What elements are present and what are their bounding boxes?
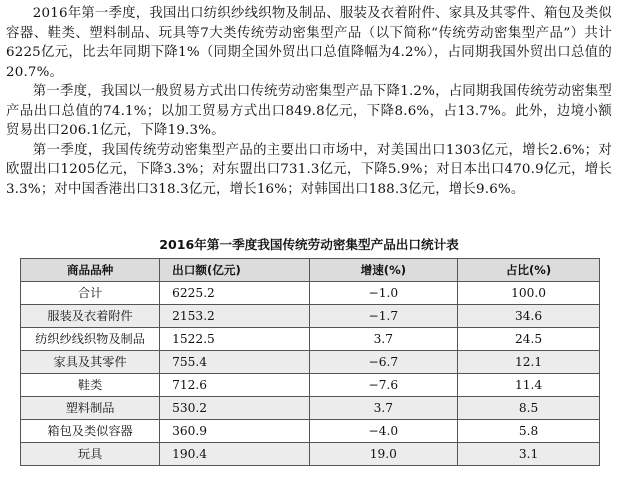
paragraph-1: 2016年第一季度，我国出口纺织纱线织物及制品、服装及衣着附件、家具及其零件、箱包及类似容器、鞋类、塑料制品、玩具等7大类传统劳动密集型产品（以下简称“传统劳动密集型产品”）共计6225亿元，比去年同期下降1%（同期全国外贸出口总值降幅为4.2%），占同期我国外贸出口总值的20.7%。	[6, 6, 612, 80]
cell-growth-rate: −6.7	[309, 351, 457, 374]
table-row	[21, 282, 600, 305]
table-title: 2016年第一季度我国传统劳动密集型产品出口统计表	[159, 237, 459, 252]
header-share: 占比(%)	[458, 259, 600, 282]
table-row	[21, 305, 600, 328]
cell-export-value: 190.4	[160, 443, 309, 466]
cell-export-value: 530.2	[160, 397, 309, 420]
export-statistics-table	[20, 258, 600, 466]
cell-commodity: 玩具	[21, 443, 160, 466]
cell-growth-rate: 3.7	[309, 328, 457, 351]
cell-share: 100.0	[458, 282, 600, 305]
cell-share: 3.1	[458, 443, 600, 466]
cell-export-value: 6225.2	[160, 282, 309, 305]
cell-commodity: 服装及衣着附件	[21, 305, 160, 328]
cell-growth-rate: 19.0	[309, 443, 457, 466]
table-header-row	[21, 259, 600, 282]
cell-commodity: 合计	[21, 282, 160, 305]
cell-commodity: 箱包及类似容器	[21, 420, 160, 443]
cell-export-value: 712.6	[160, 374, 309, 397]
table-row	[21, 351, 600, 374]
cell-export-value: 2153.2	[160, 305, 309, 328]
cell-growth-rate: −1.0	[309, 282, 457, 305]
cell-growth-rate: −7.6	[309, 374, 457, 397]
paragraph-3: 第一季度，我国传统劳动密集型产品的主要出口市场中，对美国出口1303亿元，增长2.6%；对欧盟出口1205亿元，下降3.3%；对东盟出口731.3亿元，下降5.9%；对日本出口470.9亿元，增长3.3%；对中国香港出口318.3亿元，增长16%；对韩国出口188.3亿元，增长9.6%。	[6, 142, 612, 197]
cell-growth-rate: −4.0	[309, 420, 457, 443]
cell-share: 34.6	[458, 305, 600, 328]
cell-export-value: 1522.5	[160, 328, 309, 351]
cell-share: 8.5	[458, 397, 600, 420]
cell-share: 24.5	[458, 328, 600, 351]
header-growth-rate: 增速(%)	[309, 259, 457, 282]
table-row	[21, 328, 600, 351]
table-row	[21, 397, 600, 420]
header-commodity: 商品品种	[21, 259, 160, 282]
cell-commodity: 纺织纱线织物及制品	[21, 328, 160, 351]
cell-growth-rate: −1.7	[309, 305, 457, 328]
cell-commodity: 鞋类	[21, 374, 160, 397]
cell-export-value: 360.9	[160, 420, 309, 443]
paragraph-2: 第一季度，我国以一般贸易方式出口传统劳动密集型产品下降1.2%，占同期我国传统劳动密集型产品出口总值的74.1%；以加工贸易方式出口849.8亿元，下降8.6%，占13.7%。此外，边境小额贸易出口206.1亿元，下降19.3%。	[6, 84, 612, 138]
cell-share: 5.8	[458, 420, 600, 443]
cell-commodity: 家具及其零件	[21, 351, 160, 374]
cell-export-value: 755.4	[160, 351, 309, 374]
cell-commodity: 塑料制品	[21, 397, 160, 420]
header-export-value: 出口额(亿元)	[160, 259, 309, 282]
cell-share: 12.1	[458, 351, 600, 374]
article-passage	[6, 4, 612, 199]
table-row	[21, 443, 600, 466]
cell-share: 11.4	[458, 374, 600, 397]
table-row	[21, 420, 600, 443]
cell-growth-rate: 3.7	[309, 397, 457, 420]
table-row	[21, 374, 600, 397]
